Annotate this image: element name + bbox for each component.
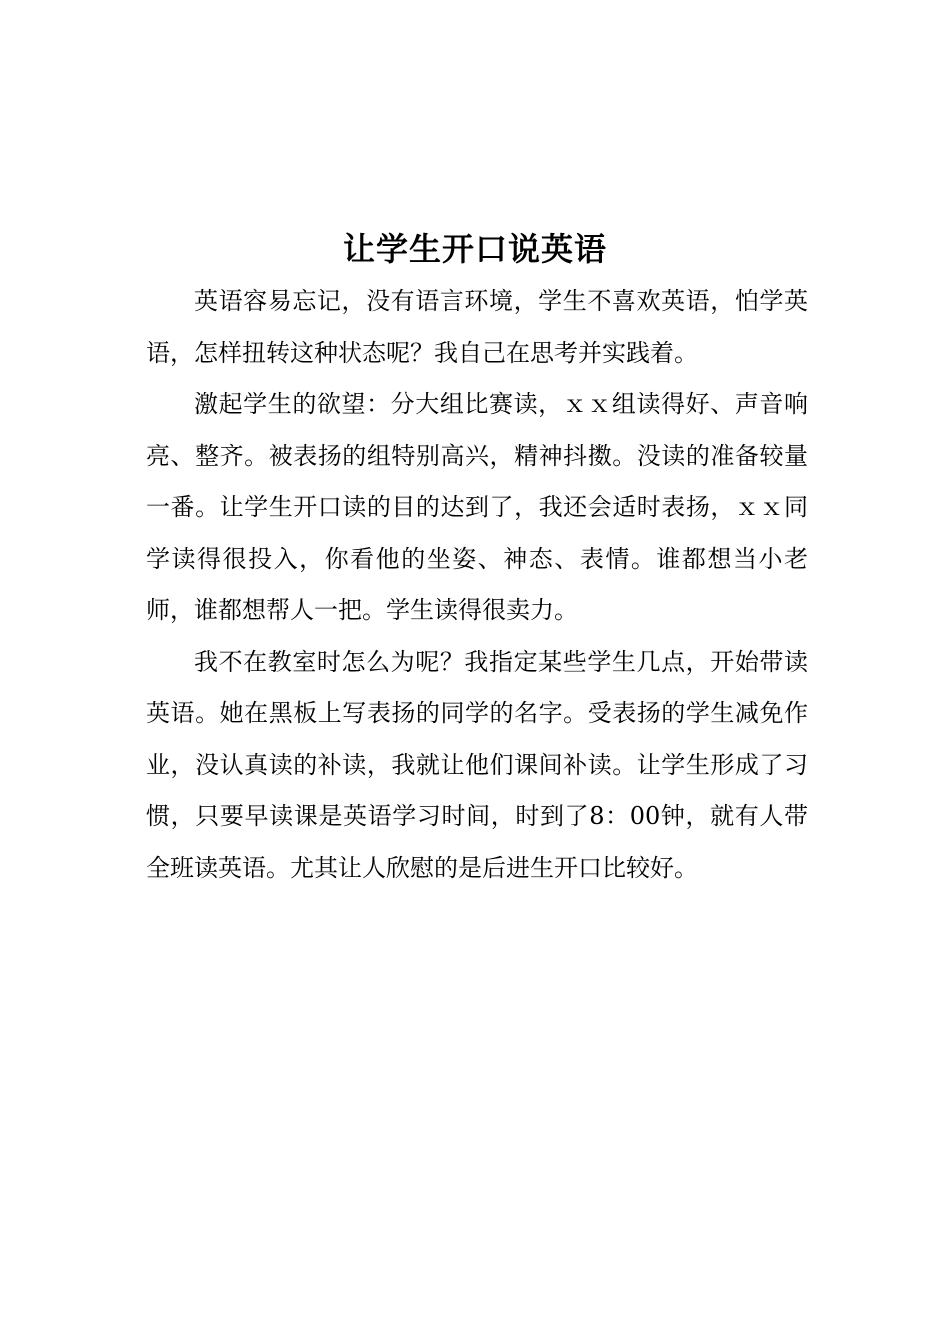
- document-body: [146, 276, 808, 894]
- paragraph-1: 英语容易忘记，没有语言环境，学生不喜欢英语，怕学英语，怎样扭转这种状态呢？我自己在思考并实践着。: [146, 287, 808, 367]
- document-title: 让学生开口说英语: [342, 230, 607, 268]
- paragraph-2: 激起学生的欲望：分大组比赛读，ｘｘ组读得好、声音响亮、整齐。被表扬的组特别高兴，精神抖擞。没读的准备较量一番。让学生开口读的目的达到了，我还会适时表扬，ｘｘ同学读得很投入，你看他的坐姿、神态、表情。谁都想当小老师，谁都想帮人一把。学生读得很卖力。: [146, 390, 808, 624]
- paragraph-3: 我不在教室时怎么为呢？我指定某些学生几点，开始带读英语。她在黑板上写表扬的同学的名字。受表扬的学生减免作业，没认真读的补读，我就让他们课间补读。让学生形成了习惯，只要早读课是英语学习时间，时到了8：00钟，就有人带全班读英语。尤其让人欣慰的是后进生开口比较好。: [146, 647, 808, 882]
